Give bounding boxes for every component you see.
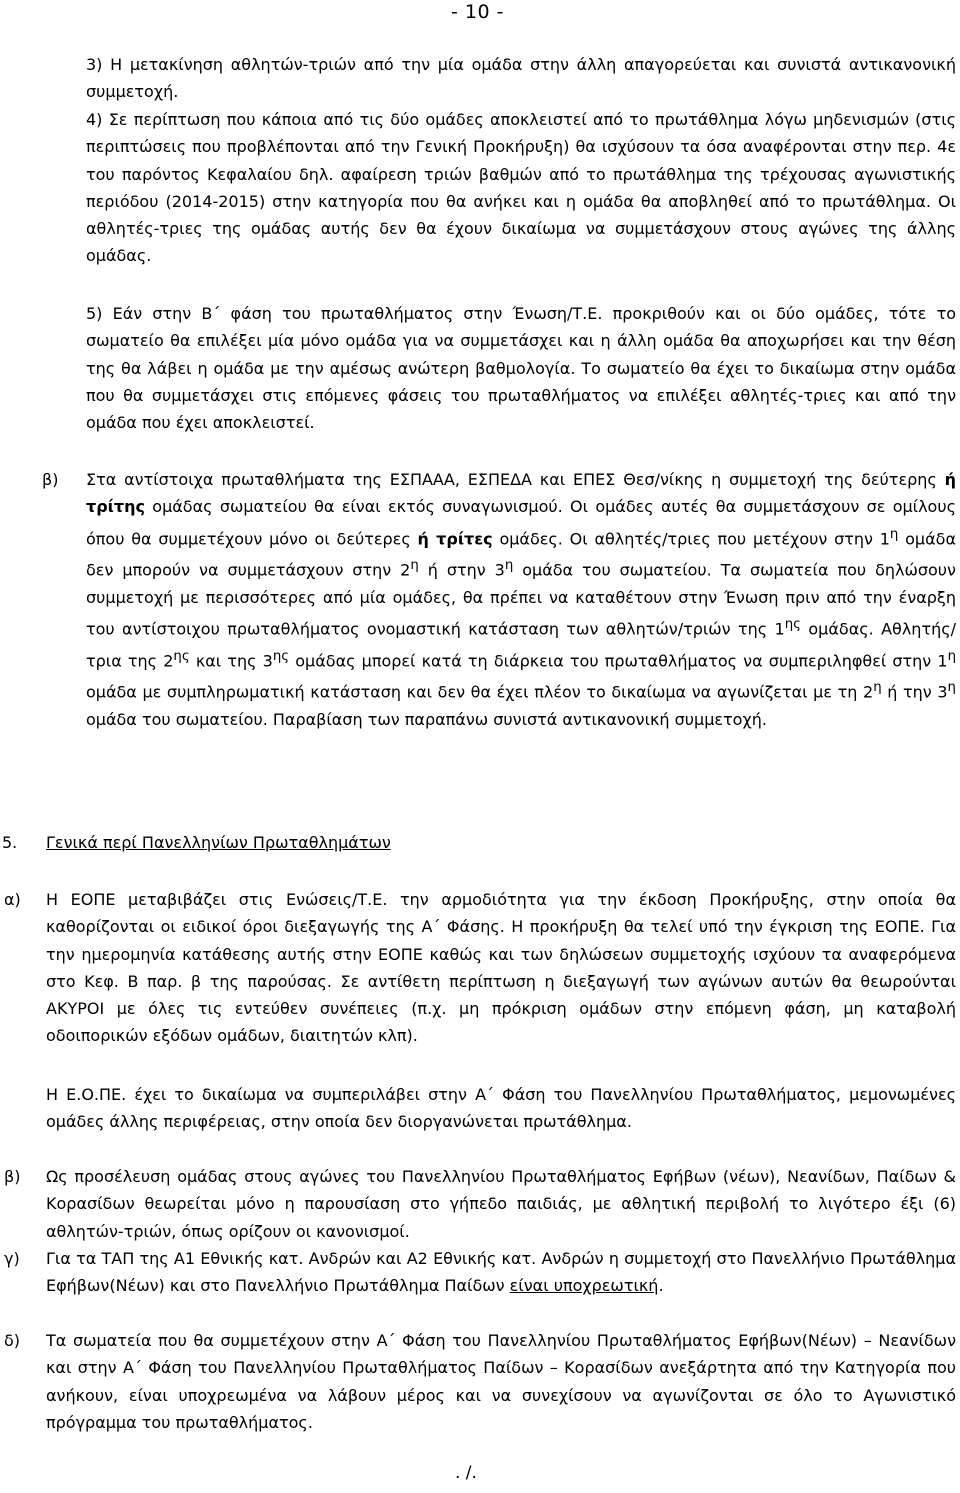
beta-label: β) bbox=[42, 470, 59, 489]
item-3-paragraph: 3) Η μετακίνηση αθλητών-τριών από την μία ομάδα στην άλλη απαγορεύεται και συνιστά αντικανονική συμμετοχή. bbox=[86, 55, 956, 102]
item-5-paragraph: 5) Εάν στην Β΄ φάση του πρωταθλήματος στην Ένωση/Τ.Ε. προκριθούν και οι δύο ομάδες, τότε το σωματείο θα επιλέξει μία μόνο ομάδα για να συμμετάσχει και η άλλη ομάδα θα αποχωρήσει και την θέση της θα λάβει η ομάδα με την αμέσως ανώτερη βαθμολογία. Το σωματείο θα έχει το δικαίωμα στην ομάδα που θα συμμετάσχει στις επόμενες φάσεις του πρωταθλήματος να επιλέξει αθλητές-τριες και από την ομάδα που έχει αποκλειστεί. bbox=[86, 304, 956, 433]
page-number: - 10 - bbox=[451, 1, 504, 23]
section-title: Γενικά περί Πανελληνίων Πρωταθλημάτων bbox=[46, 833, 391, 852]
beta-bold-1: ή τρίτης bbox=[86, 470, 956, 517]
item-a-paragraph: Η ΕΟΠΕ μεταβιβάζει στις Ενώσεις/Τ.Ε. την αρμοδιότητα για την έκδοση Προκήρυξης, στην οποία θα καθορίζονται οι ειδικοί όροι διεξαγωγής της Α΄ Φάσης. Η προκήρυξη θα τελεί υπό την έγκριση της ΕΟΠΕ. Για την ημερομηνία κατάθεσης αυτής στην ΕΟΠΕ καθώς και των δηλώσεων συμμετοχής ισχύουν τα αναφερόμενα στο Κεφ. Β παρ. β της παρούσας. Σε αντίθετη περίπτωση η διεξαγωγή των αγώνων αυτών θα θεωρούνται ΑΚΥΡΟΙ με όλες τις εντεύθεν συνέπειες (π.χ. μη πρόκριση ομάδων στην επόμενη φάση, μη καταβολή οδοιπορικών εξόδων ομάδων, διαιτητών κλπ). bbox=[46, 890, 956, 1046]
item-c-paragraph: Για τα ΤΑΠ της Α1 Εθνικής κατ. Ανδρών και Α2 Εθνικής κατ. Ανδρών η συμμετοχή στο Πανελλήνιο Πρωτάθλημα Εφήβων(Νέων) και στο Πανελλήνιο Πρωτάθλημα Παίδων είναι υποχρεωτική. bbox=[46, 1249, 956, 1296]
item-a-paragraph-2: Η Ε.Ο.ΠΕ. έχει το δικαίωμα να συμπεριλάβει στην Α΄ Φάση του Πανελληνίου Πρωταθλήματος, μεμονωμένες ομάδες άλλης περιφέρειας, στην οποία δεν διοργανώνεται πρωτάθλημα. bbox=[46, 1085, 956, 1132]
beta-paragraph: Στα αντίστοιχα πρωταθλήματα της ΕΣΠΑΑΑ, ΕΣΠΕΔΑ και ΕΠΕΣ Θεσ/νίκης η συμμετοχή της δεύτερης ή τρίτης ομάδας σωματείου θα είναι εκτός συναγωνισμού. Οι ομάδες αυτές θα συμμετάσχουν σε ομίλους όπου θα συμμετέχουν μόνο οι δεύτερες ή τρίτες ομάδες. Οι αθλητές/τριες που μετέχουν στην $1^\eta$ ομάδα δεν μπορούν να συμμετάσχουν στην $2^\eta$ ή στην $3^\eta$ ομάδα του σωματείου. Τα σωματεία που δηλώσουν συμμετοχή με περισσότερες από μία ομάδες, θα πρέπει να καταθέτουν στην Ένωση πριν από την έναρξη του αντίστοιχου πρωταθλήματος ονομαστική κατάσταση των αθλητών/τριών της $1^{\eta\varsigma}$ ομάδας. Αθλητής/τρια της $2^{\eta\varsigma}$ και της $3^{\eta\varsigma}$ ομάδας μπορεί κατά τη διάρκεια του πρωταθλήματος να συμπεριληφθεί στην $1^\eta$ ομάδα με συμπληρωματική κατάσταση και δεν θα έχει πλέον το δικαίωμα να αγωνίζεται με τη $2^\eta$ ή την $3^\eta$ ομάδα του σωματείου. Παραβίαση των παραπάνω συνιστά αντικανονική συμμετοχή. bbox=[86, 470, 957, 730]
item-d-paragraph: Τα σωματεία που θα συμμετέχουν στην Α΄ Φάση του Πανελληνίου Πρωταθλήματος Εφήβων(Νέων) – Νεανίδων και στην Α΄ Φάση του Πανελληνίου Πρωταθλήματος Παίδων – Κορασίδων ανεξάρτητα από την Κατηγορία που ανήκουν, είναι υποχρεωμένα να λάβουν μέρος και να συνεχίσουν να αγωνίζονται σε όλο το Αγωνιστικό πρόγραμμα του πρωταθλήματος. bbox=[46, 1331, 956, 1432]
continuation-mark: . /. bbox=[455, 1463, 477, 1483]
mandatory-underlined: είναι υποχρεωτική bbox=[509, 1276, 659, 1296]
item-d-label: δ) bbox=[4, 1331, 21, 1350]
item-b-label: β) bbox=[4, 1167, 21, 1186]
item-4-paragraph: 4) Σε περίπτωση που κάποια από τις δύο ομάδες αποκλειστεί από το πρωτάθλημα λόγω μηδενισμών (στις περιπτώσεις που προβλέπονται από την Γενική Προκήρυξη) θα ισχύσουν τα όσα αναφέρονται στην περ. 4ε του παρόντος Κεφαλαίου δηλ. αφαίρεση τριών βαθμών από το πρωτάθλημα της τρέχουσας αγωνιστικής περιόδου (2014-2015) στην κατηγορία που θα ανήκει και η ομάδα θα αποβληθεί από το πρωτάθλημα. Οι αθλητές-τριες της ομάδας αυτής δεν θα έχουν δικαίωμα να συμμετάσχουν στους αγώνες της άλλης ομάδας. bbox=[86, 110, 956, 266]
section-number: 5. bbox=[2, 833, 18, 852]
item-b-paragraph: Ως προσέλευση ομάδας στους αγώνες του Πανελληνίου Πρωταθλήματος Εφήβων (νέων), Νεανίδων, Παίδων & Κορασίδων θεωρείται μόνο η παρουσίαση στο γήπεδο παιδιάς, με αθλητική περιβολή το λιγότερο έξι (6) αθλητών-τριών, όπως ορίζουν οι κανονισμοί. bbox=[46, 1167, 956, 1241]
item-c-label: γ) bbox=[4, 1249, 20, 1268]
item-a-label: α) bbox=[4, 890, 21, 909]
beta-bold-2: ή τρίτες bbox=[417, 528, 493, 548]
